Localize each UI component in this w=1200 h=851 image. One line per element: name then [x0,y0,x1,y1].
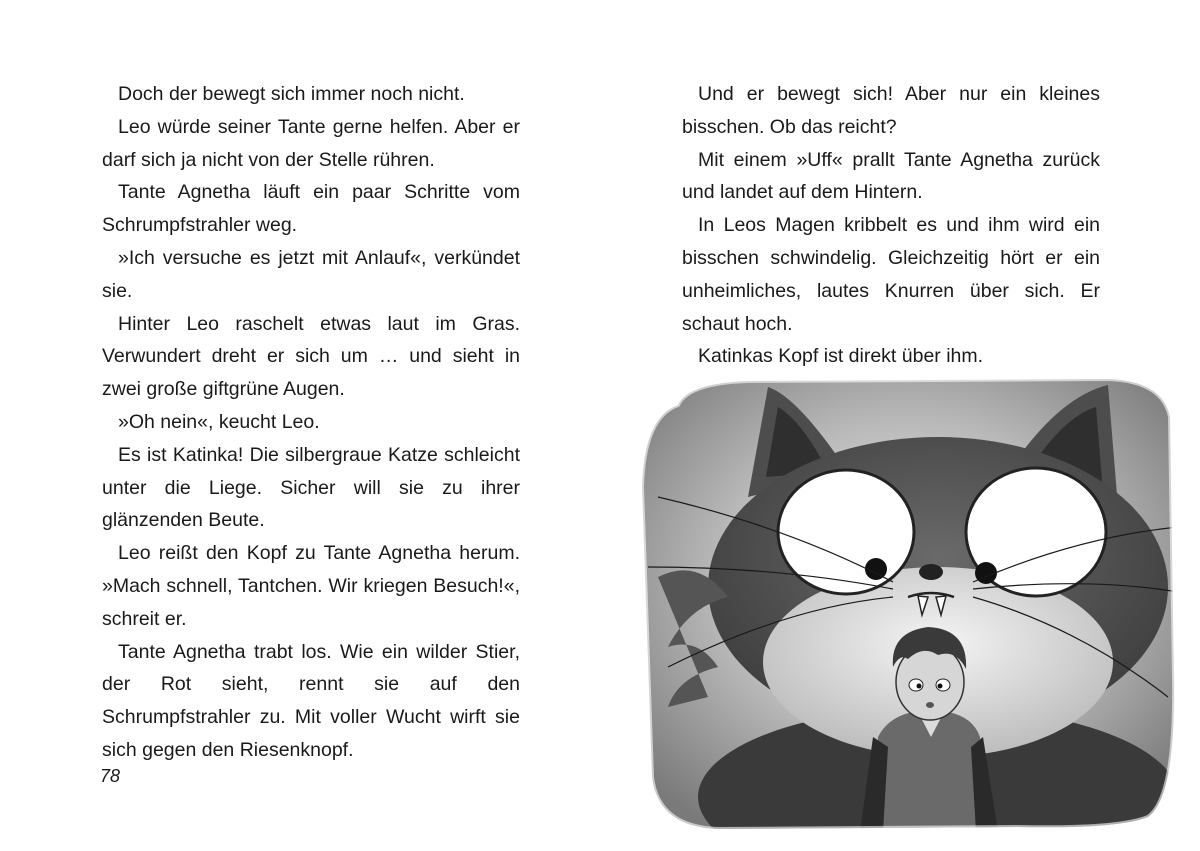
cat-illustration [638,377,1178,832]
right-page [600,0,1200,851]
right-text-column [682,78,1100,373]
paragraph: Mit einem »Uff« prallt Tante Agnetha zurück und landet auf dem Hintern. [682,148,1100,204]
paragraph: Es ist Katinka! Die silbergraue Katze schleicht unter die Liege. Sicher will sie zu ihrer glänzenden Beute. [102,443,520,532]
cat-nose [919,564,943,580]
page-number: 78 [100,766,121,786]
paragraph: Und er bewegt sich! Aber nur ein kleines bisschen. Ob das reicht? [682,83,1100,138]
paragraph: Leo reißt den Kopf zu Tante Agnetha herum. »Mach schnell, Tantchen. Wir kriegen Besuch!«, schreit er. [102,542,520,630]
paragraph: Hinter Leo raschelt etwas laut im Gras. Verwundert dreht er sich um … und sieht in zwei große giftgrüne Augen. [102,312,520,401]
paragraph: Tante Agnetha läuft ein paar Schritte vom Schrumpfstrahler weg. [102,181,520,237]
paragraph: »Ich versuche es jetzt mit Anlauf«, verkündet sie. [102,246,520,302]
paragraph: Leo würde seiner Tante gerne helfen. Aber er darf sich ja nicht von der Stelle rühren. [102,115,520,171]
paragraph: Doch der bewegt sich immer noch nicht. [118,83,465,105]
left-text-column [102,78,520,767]
paragraph: »Oh nein«, keucht Leo. [118,410,320,433]
paragraph: Tante Agnetha trabt los. Wie ein wilder Stier, der Rot sieht, rennt sie auf den Schrumpfstrahler zu. Mit voller Wucht wirft sie sich gegen den Riesenknopf. [102,640,520,761]
paragraph: In Leos Magen kribbelt es und ihm wird ein bisschen schwindelig. Gleichzeitig hört er ein unheimliches, lautes Knurren über sich. Er schaut hoch. [682,214,1100,335]
paragraph: Katinkas Kopf ist direkt über ihm. [698,345,984,368]
